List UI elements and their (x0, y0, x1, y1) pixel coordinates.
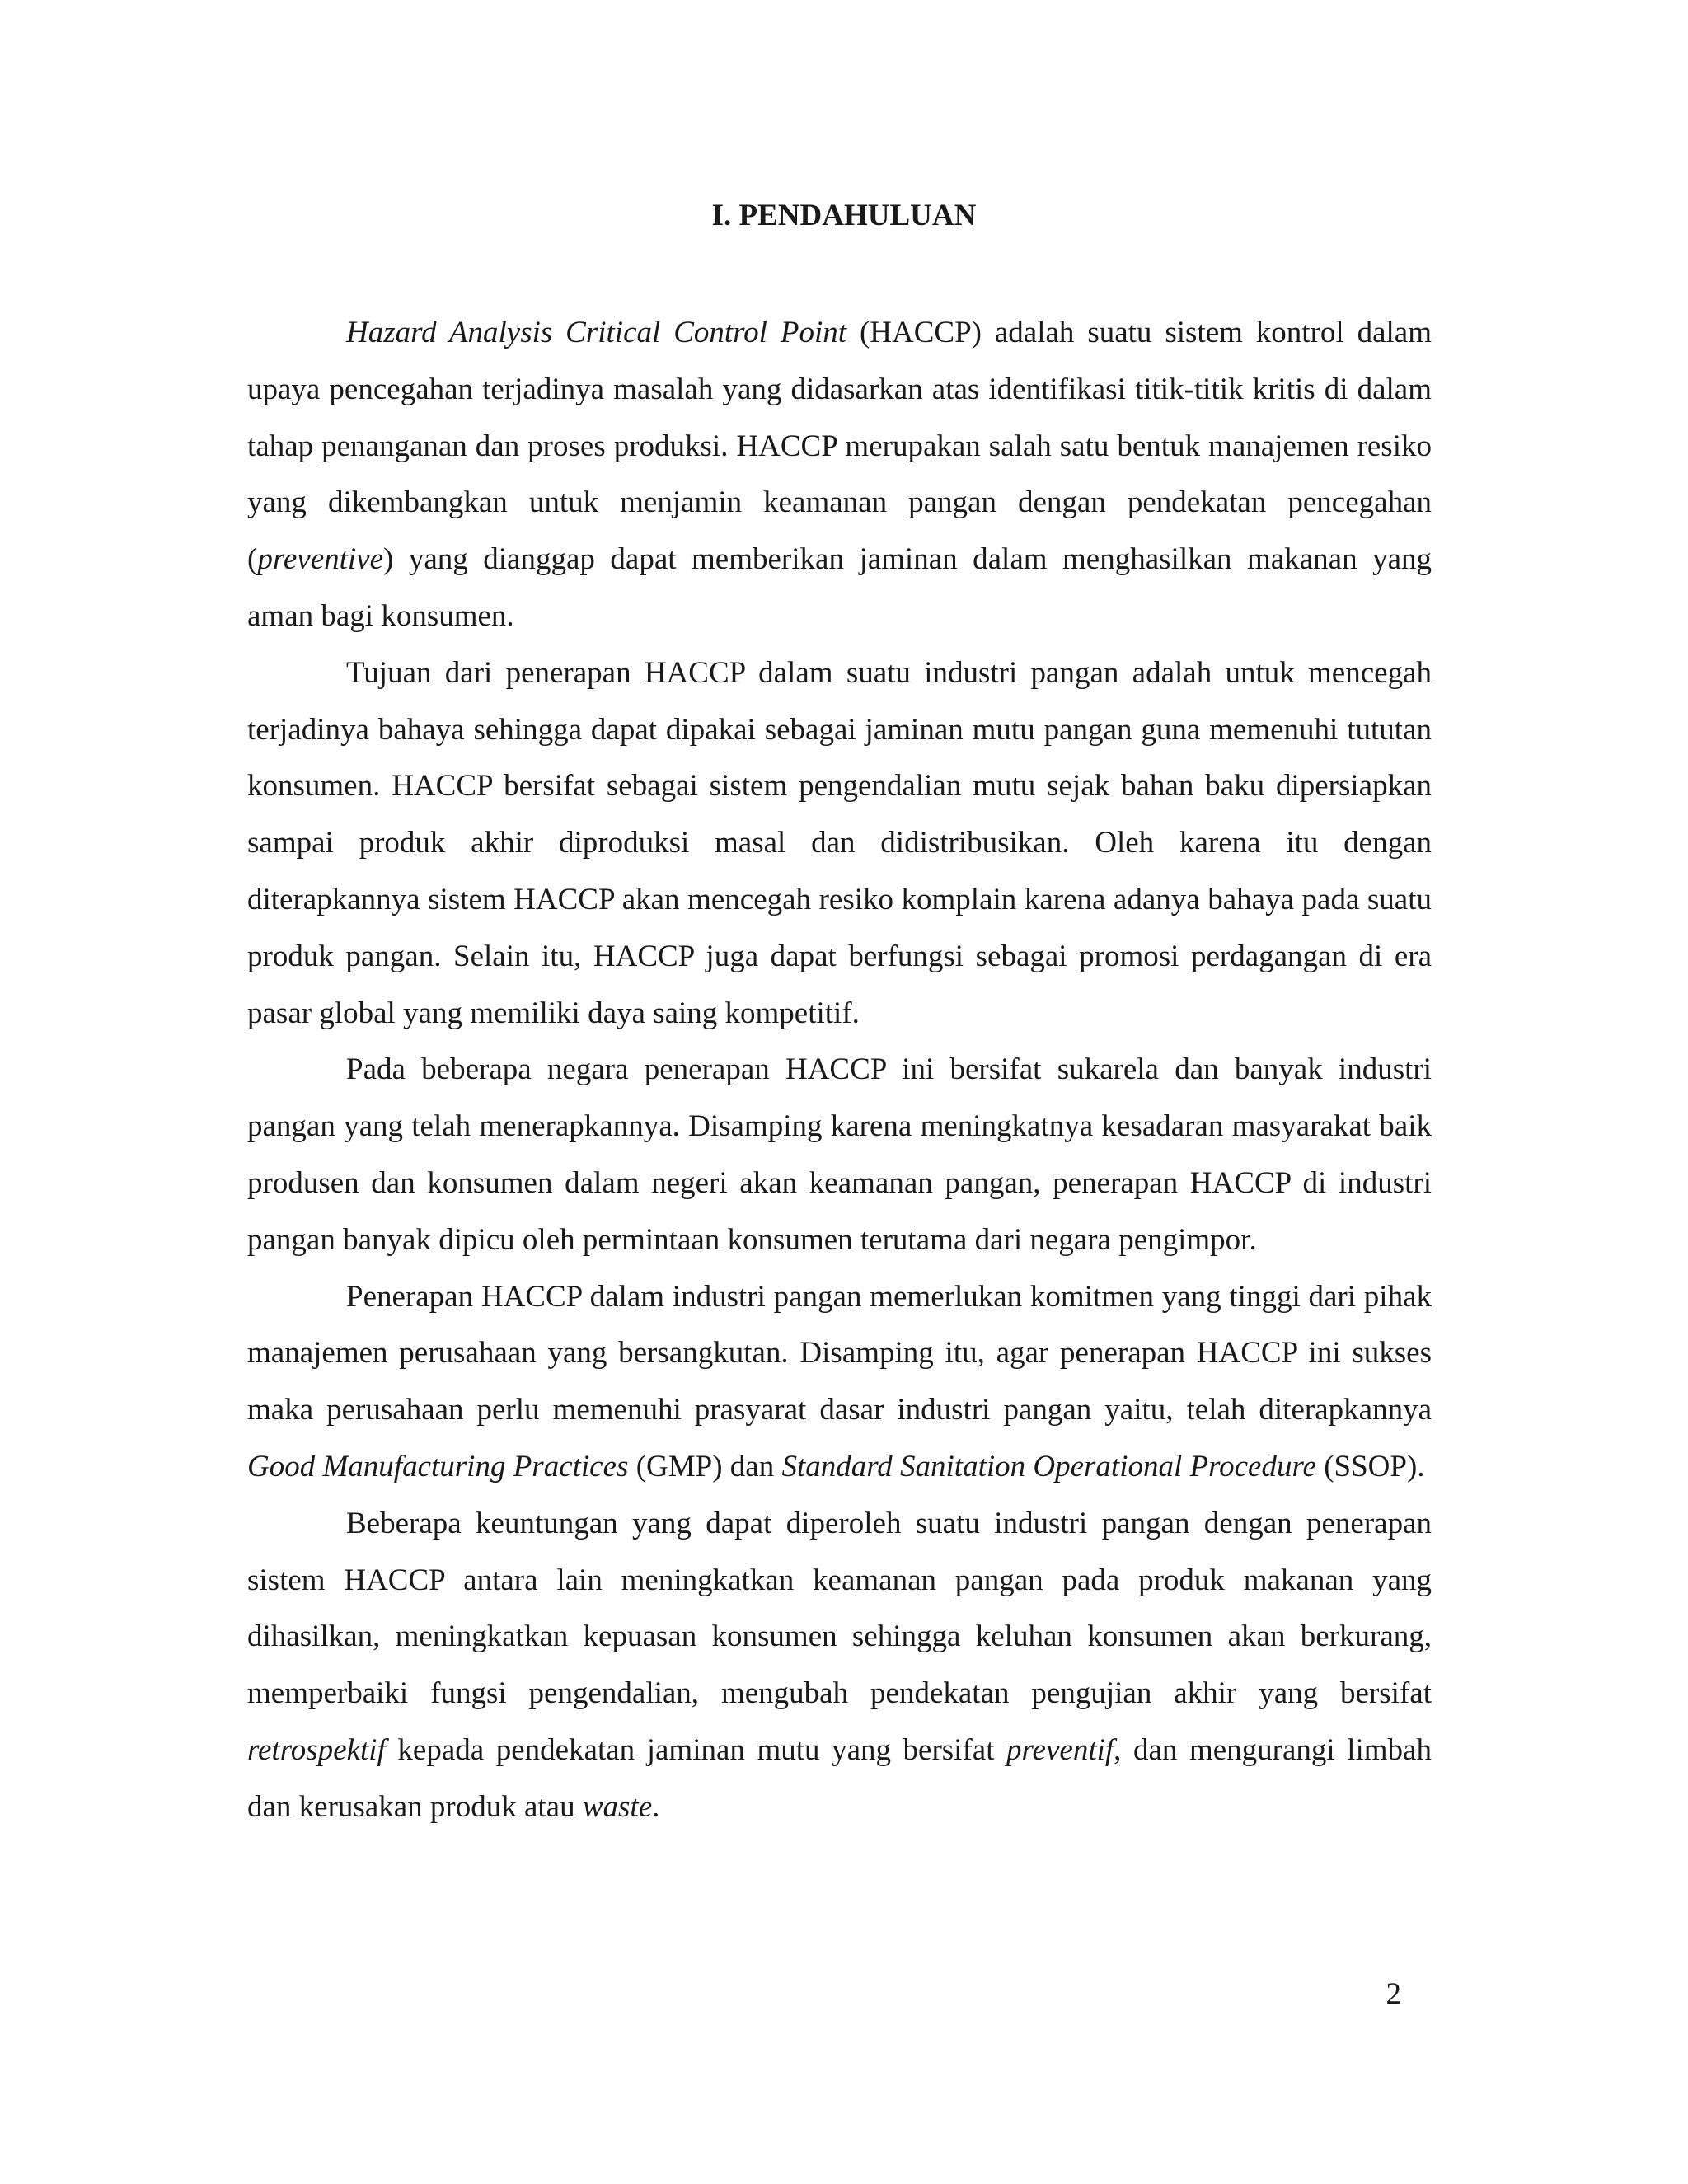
text-span: ) yang dianggap dapat memberikan jaminan dalam menghasilkan makanan yang aman bagi konsumen. (247, 542, 1432, 633)
chapter-title: I. PENDAHULUAN (711, 199, 977, 232)
text-span: kepada pendekatan jaminan mutu yang bersifat (385, 1732, 1007, 1767)
term-waste: waste (582, 1789, 653, 1824)
page-number: 2 (1386, 1977, 1401, 2011)
paragraph-1 (247, 305, 1432, 645)
term-ssop: Standard Sanitation Operational Procedure (781, 1449, 1316, 1483)
term-gmp: Good Manufacturing Practices (247, 1449, 629, 1483)
paragraph-4 (247, 1269, 1432, 1496)
text-span: (SSOP). (1315, 1449, 1425, 1483)
term-retrospektif: retrospektif (247, 1732, 386, 1767)
term-preventive: preventive (257, 542, 384, 577)
text-span: Penerapan HACCP dalam industri pangan memerlukan komitmen yang tinggi dari pihak manajemen perusahaan yang bersangkutan. Disamping itu, agar penerapan HACCP ini sukses maka perusahaan perlu memenuhi prasyarat dasar industri pangan yaitu, telah diterapkannya (247, 1279, 1432, 1427)
text-span: Pada beberapa negara penerapan HACCP ini bersifat sukarela dan banyak industri pangan yang telah menerapkannya. Disamping karena meningkatnya kesadaran masyarakat baik produsen dan konsumen dalam negeri akan keamanan pangan, penerapan HACCP di industri pangan banyak dipicu oleh permintaan konsumen terutama dari negara pengimpor. (247, 1052, 1432, 1257)
paragraph-2 (247, 645, 1432, 1043)
term-haccp-full: Hazard Analysis Critical Control Point (346, 316, 847, 349)
text-span: Beberapa keuntungan yang dapat diperoleh suatu industri pangan dengan penerapan sistem HACCP antara lain meningkatkan keamanan pangan pada produk makanan yang dihasilkan, meningkatkan kepuasan konsumen sehingga keluhan konsumen akan berkurang, memperbaiki fungsi pengendalian, mengubah pendekatan pengujian akhir yang bersifat (247, 1506, 1432, 1711)
paragraph-3 (247, 1042, 1432, 1268)
text-span: Tujuan dari penerapan HACCP dalam suatu industri pangan adalah untuk mencegah terjadinya bahaya sehingga dapat dipakai sebagai jaminan mutu pangan guna memenuhi tututan konsumen. HACCP bersifat sebagai sistem pengendalian mutu sejak bahan baku dipersiapkan sampai produk akhir diproduksi masal dan didistribusikan. Oleh karena itu dengan diterapkannya sistem HACCP akan mencegah resiko komplain karena adanya bahaya pada suatu produk pangan. Selain itu, HACCP juga dapat berfungsi sebagai promosi perdagangan di era pasar global yang memiliki daya saing kompetitif. (247, 655, 1432, 1030)
paragraph-5 (247, 1496, 1432, 1836)
text-span: (GMP) dan (628, 1449, 782, 1483)
term-preventif: preventif (1006, 1732, 1114, 1767)
text-span: (HACCP) adalah suatu sistem kontrol dalam upaya pencegahan terjadinya masalah yang didasarkan atas identifikasi titik-titik kritis di dalam tahap penanganan dan proses produksi. HACCP merupakan salah satu bentuk manajemen resiko yang dikembangkan untuk menjamin keamanan pangan dengan pendekatan pencegahan ( (247, 316, 1432, 577)
text-span: . (652, 1789, 660, 1824)
body-text (247, 305, 1432, 1836)
text-span: , dan mengurangi limbah dan kerusakan produk atau (247, 1732, 1432, 1824)
